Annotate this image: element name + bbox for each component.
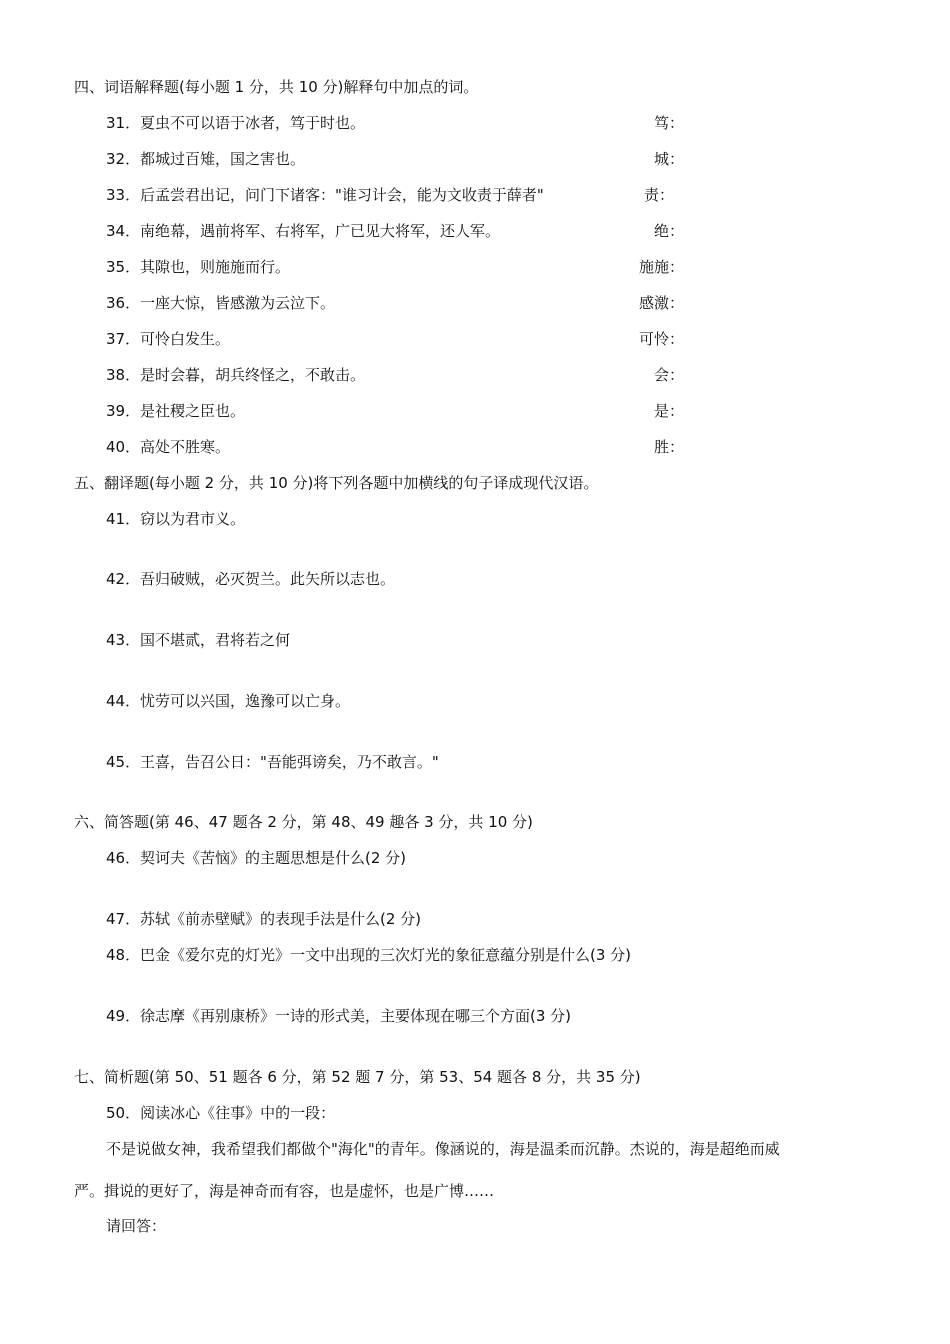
term-39: 是： <box>653 402 684 420</box>
question-text: 国不堪贰，君将若之何 <box>140 631 291 649</box>
question-number: 48． <box>106 946 141 964</box>
section-6-heading: 六、简答题(第 46、47 题各 2 分，第 48、49 趣各 3 分，共 10 分) <box>74 813 533 831</box>
question-45 <box>106 752 439 772</box>
question-text: 其隙也，则施施而行。 <box>140 258 291 276</box>
term-36: 感激： <box>638 294 684 312</box>
question-number: 37． <box>106 330 141 348</box>
question-number: 34． <box>106 222 141 240</box>
question-number: 31． <box>106 114 141 132</box>
question-number: 36． <box>106 294 141 312</box>
term-40: 胜： <box>653 438 684 456</box>
question-34 <box>106 221 500 241</box>
question-38 <box>106 365 365 385</box>
passage-line-1: 不是说做女神，我希望我们都做个"海化"的青年。像涵说的，海是温柔而沉静。杰说的，海是超绝而威 <box>106 1140 780 1158</box>
question-number: 41． <box>106 510 141 528</box>
question-46 <box>106 848 406 868</box>
question-text: 高处不胜寒。 <box>140 438 231 456</box>
question-text: 窃以为君市义。 <box>140 510 246 528</box>
question-text: 苏轼《前赤壁赋》的表现手法是什么(2 分) <box>140 910 422 928</box>
question-number: 35． <box>106 258 141 276</box>
question-48 <box>106 945 631 965</box>
question-40 <box>106 437 230 457</box>
question-number: 47． <box>106 910 141 928</box>
question-47 <box>106 909 421 929</box>
question-33 <box>106 185 544 205</box>
question-number: 44． <box>106 692 141 710</box>
term-35: 施施： <box>638 258 684 276</box>
question-49 <box>106 1006 571 1026</box>
question-number: 45． <box>106 753 141 771</box>
term-31: 笃： <box>653 114 684 132</box>
question-text: 契诃夫《苦恼》的主题思想是什么(2 分) <box>140 849 407 867</box>
question-text: 徐志摩《再别康桥》一诗的形式美，主要体现在哪三个方面(3 分) <box>140 1007 572 1025</box>
question-35 <box>106 257 290 277</box>
question-number: 32． <box>106 150 141 168</box>
question-number: 33． <box>106 186 141 204</box>
section-4-heading: 四、词语解释题(每小题 1 分，共 10 分)解释句中加点的词。 <box>74 78 479 96</box>
passage-line-2: 严。揖说的更好了，海是神奇而有容，也是虚怀，也是广博…… <box>74 1182 495 1200</box>
question-39 <box>106 401 245 421</box>
question-31 <box>106 113 365 133</box>
question-number: 39． <box>106 402 141 420</box>
term-34: 绝： <box>653 222 684 240</box>
question-text: 南绝幕，遇前将军、右将军，广已见大将军，还人军。 <box>140 222 501 240</box>
question-number: 46． <box>106 849 141 867</box>
question-32 <box>106 149 305 169</box>
question-50-intro: 50．阅读冰心《往事》中的一段： <box>106 1104 336 1122</box>
question-text: 后孟尝君出记，问门下诸客："谁习计会，能为文收责于薛者" <box>140 186 544 204</box>
question-text: 是时会暮，胡兵终怪之，不敢击。 <box>140 366 366 384</box>
answer-prompt: 请回答： <box>106 1217 167 1235</box>
question-text: 是社稷之臣也。 <box>140 402 246 420</box>
term-33: 责： <box>643 186 674 204</box>
question-text: 忧劳可以兴国，逸豫可以亡身。 <box>140 692 351 710</box>
question-text: 巴金《爱尔克的灯光》一文中出现的三次灯光的象征意蕴分别是什么(3 分) <box>140 946 632 964</box>
question-text: 可怜白发生。 <box>140 330 231 348</box>
section-7-heading: 七、简析题(第 50、51 题各 6 分，第 52 题 7 分，第 53、54 题各 8 分，共 35 分) <box>74 1068 641 1086</box>
question-number: 42． <box>106 570 141 588</box>
question-number: 43． <box>106 631 141 649</box>
question-text: 一座大惊，皆感激为云泣下。 <box>140 294 336 312</box>
question-42 <box>106 569 395 589</box>
question-number: 40． <box>106 438 141 456</box>
question-number: 38． <box>106 366 141 384</box>
question-41 <box>106 509 245 529</box>
question-44 <box>106 691 350 711</box>
question-text: 吾归破贼，必灭贺兰。此矢所以志也。 <box>140 570 396 588</box>
question-36 <box>106 293 335 313</box>
question-43 <box>106 630 290 650</box>
question-text: 王喜，告召公日："吾能弭谤矣，乃不敢言。" <box>140 753 439 771</box>
question-text: 都城过百雉，国之害也。 <box>140 150 306 168</box>
section-5-heading: 五、翻译题(每小题 2 分，共 10 分)将下列各题中加横线的句子译成现代汉语。 <box>74 474 599 492</box>
question-37 <box>106 329 230 349</box>
term-32: 城： <box>653 150 684 168</box>
question-text: 夏虫不可以语于冰者，笃于时也。 <box>140 114 366 132</box>
term-37: 可怜： <box>638 330 684 348</box>
term-38: 会： <box>653 366 684 384</box>
question-number: 49． <box>106 1007 141 1025</box>
